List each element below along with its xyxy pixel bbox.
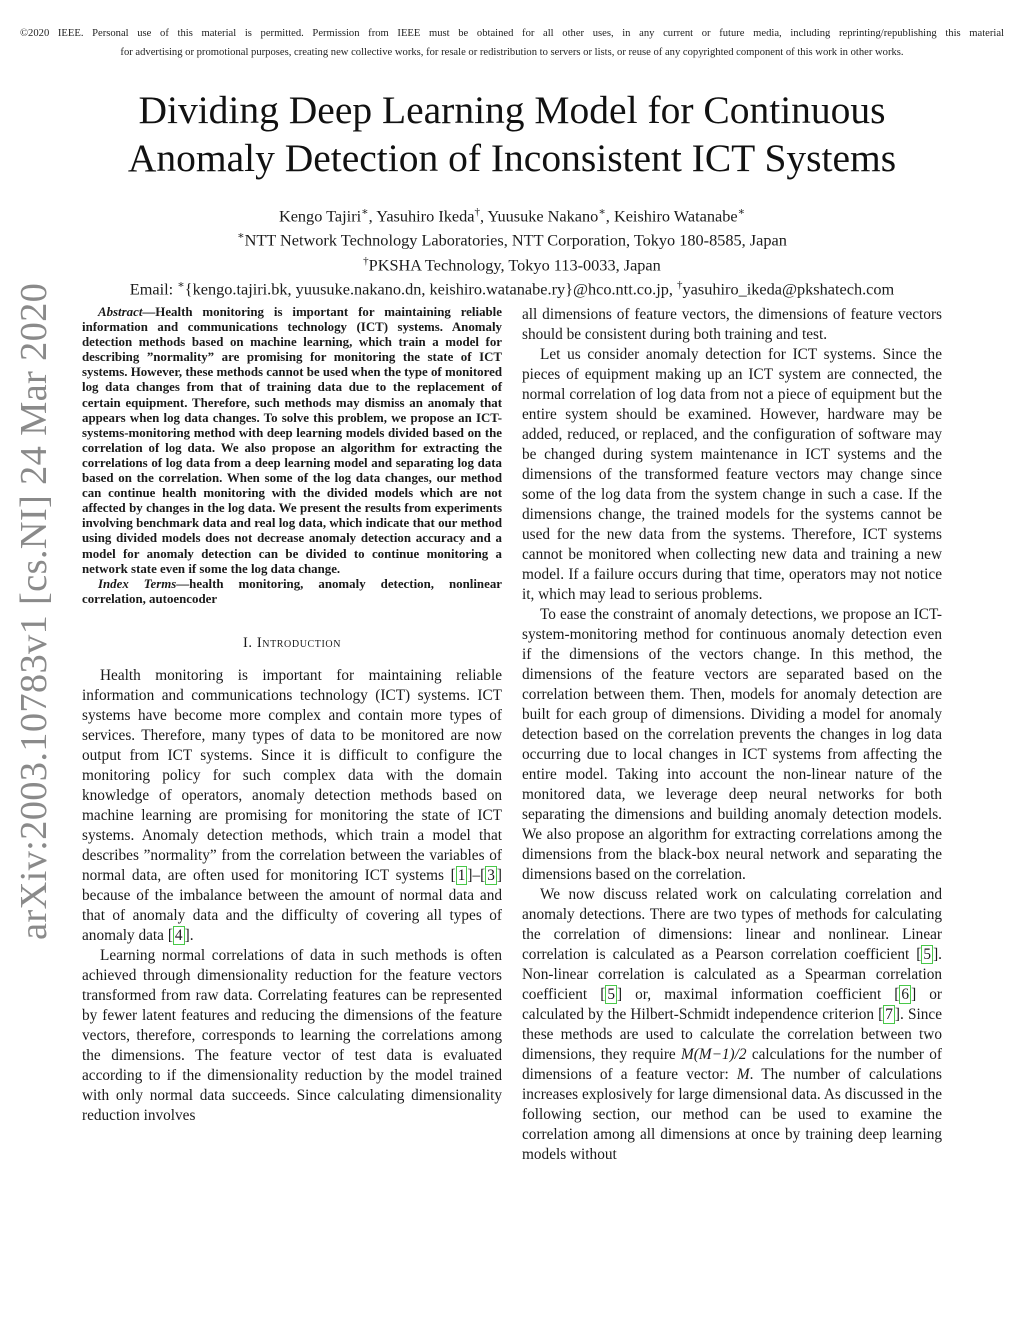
index-terms [82, 577, 502, 607]
intro-paragraph-4: To ease the constraint of anomaly detections, we propose an ICT-system-monitoring method for continuous anomaly detection even if the dimensions of the vectors change. In this method, the dimensions of the feature vectors are separated based on the correlation between them. Then, models for anomaly detection are built for each group of dimensions. Dividing a model for anomaly detection based on the correlation prevents the changes in log data occurring due to local changes in ICT systems from affecting the entire model. Taking into account the non-linear nature of the monitored data, we leverage deep neural networks for both separating the dimensions and building anomaly detection models. We also propose an algorithm for extracting correlations among the dimensions from the black-box neural network and separating the dimensions based on the correlation. [522, 606, 942, 883]
email-pksha[interactable]: yasuhiro_ikeda@pkshatech.com [682, 279, 895, 299]
author-2-mark: † [474, 206, 480, 218]
affiliation-2-mark: † [363, 254, 369, 267]
intro-p1-text-a: Health monitoring is important for maintaining reliable information and communications technology (ICT) systems. ICT systems have become more complex and contain more types of services. Therefore, many types of data to be monitored are now output from ICT systems. Since it is difficult to configure the monitoring policy for such complex data with the domain knowledge of operators, anomaly detection methods based on machine learning are promising for monitoring the state of ICT systems. Anomaly detection methods, which train a model that describes ”normality” from the correlation between the variables of normal data, are often used for monitoring ICT systems [82, 666, 502, 884]
intro-p1-end: . [189, 926, 194, 944]
intro-p5-text-c: or, maximal information coefficient [622, 986, 895, 1003]
citation-link[interactable]: 6 [901, 986, 910, 1003]
abstract-text: —Health monitoring is important for maintaining reliable information and communications technology (ICT) systems. Anomaly detection methods based on machine learning, which train a model for describing ”normality” are promising for monitoring the state of ICT systems. However, these methods cannot be used when the type of monitored log data changes from that of training data due to the replacement of certain equipment. Therefore, such methods may dismiss an anomaly that appears when log data changes. To solve this problem, we propose an ICT-systems-monitoring method with deep learning models divided based on the correlation of log data. We also propose an algorithm for extracting the correlations of log data from a deep learning model and separating log data based on the correlation. When some of the log data changes, our method can continue health monitoring with the divided models which are not affected by changes in the log data. We present the results from experiments involving benchmark data and real log data, which indicate that our method using divided models does not decrease anomaly detection accuracy and a model for anomaly detection can be divided to continue monitoring a network state even if some the log data change. [82, 305, 503, 576]
author-1: Kengo Tajiri [278, 206, 362, 226]
title-line-2: Anomaly Detection of Inconsistent ICT Systems [127, 136, 897, 180]
intro-paragraph-3: Let us consider anomaly detection for ICT systems. Since the pieces of equipment making up an ICT system are connected, the normal correlation of log data from not a piece of equipment but the entire system should be examined. However, hardware may be added, reduced, or replaced, and the configuration of software may be changed during system maintenance in ICT systems and the dimensions of the transformed feature vectors may change since some of the log data from the system change in such a case. If the dimensions change, the trained models for the systems cannot be used for the new data from the systems. Therefore, ICT systems cannot be monitored when collecting new data and training a new model. If a failure occurs during that time, operators may not notice it, which may lead to serious problems. [522, 346, 942, 603]
right-column [522, 305, 942, 1165]
author-names: Kengo Tajiri∗, Yasuhiro Ikeda†, Yuusuke Nakano∗, Keishiro Watanabe∗ [278, 206, 746, 226]
citation-link[interactable]: 4 [174, 926, 183, 944]
index-terms-text: —health monitoring, anomaly detection, nonlinear correlation, autoencoder [82, 576, 502, 606]
author-4-mark: ∗ [737, 206, 746, 218]
intro-p5-text-d: or calculated by the Hilbert-Schmidt independence criterion [522, 986, 942, 1023]
index-terms-label: Index Terms [98, 576, 177, 591]
author-block [60, 202, 964, 300]
affiliation-2 [60, 251, 964, 275]
email-mark-2: † [677, 279, 683, 292]
email-mark-1: ∗ [177, 279, 185, 292]
intro-p5-text-f: calculations for the number of dimensions of a feature vector: [522, 1046, 942, 1083]
email-label: Email: [129, 279, 178, 299]
citation-link[interactable]: 1 [457, 866, 466, 884]
author-3-mark: ∗ [598, 206, 606, 218]
math-expression: M(M−1)/2 [681, 1046, 747, 1063]
abstract [82, 305, 502, 577]
copyright-line-2: for advertising or promotional purposes, creating new collective works, for resale or redistribution to servers or lists, or reuse of any copyrighted component of this work in other works. [120, 47, 904, 58]
intro-p5-text-b: . Non-linear correlation is calculated as a Spearman correlation coefficient [522, 946, 942, 1003]
author-2: Yasuhiro Ikeda [376, 206, 475, 226]
affiliation-1-text: NTT Network Technology Laboratories, NTT Corporation, Tokyo 180-8585, Japan [244, 230, 787, 250]
abstract-label: Abstract [98, 305, 143, 319]
citation-link[interactable]: 7 [885, 1006, 893, 1023]
title-line-1: Dividing Deep Learning Model for Continuous [138, 88, 886, 132]
intro-paragraph-2: Learning normal correlations of data in such methods is often achieved through dimensionality reduction for the feature vectors transformed from raw data. Correlating features can be represented by fewer latent features and reducing the dimensions of the feature vectors, therefore, corresponds to learning the correlations among the dimensions. The feature vector of test data is evaluated according to if the dimensionality reduction by the model trained with only normal data succeeds. Since calculating dimensionality reduction involves [82, 946, 502, 1124]
citation-link[interactable]: 5 [607, 986, 615, 1003]
author-1-mark: ∗ [361, 206, 369, 218]
intro-p5-text-g: . The number of calculations increases explosively for large dimensional data. As discussed in the following section, our method can be used to examine the correlation among all dimensions at once by training deep learning models without [522, 1066, 943, 1163]
intro-paragraph-continued: all dimensions of feature vectors, the dimensions of feature vectors should be consistent during both training and test. [522, 306, 942, 343]
left-column [82, 305, 502, 1126]
intro-paragraph-5: We now discuss related work on calculating correlation and anomaly detections. There are two types of methods for calculating the correlation of dimensions: linear and nonlinear. Linear correlation is calculated as a Pearson correlation coefficient [ 5 ]. Non-linear correlation is calculated as a Spearman correlation coefficient [ 5 ] or, maximal information coefficient [ 6 ] or calculated by the Hilbert-Schmidt independence criterion [ 7 ]. Since these methods are used to calculate the correlation between two dimensions, they require M(M−1)/2 calculations for the number of dimensions of a feature vector: M. The number of calculations increases explosively for large dimensional data. As discussed in the following section, our method can be used to examine the correlation among all dimensions at once by training deep learning models without [522, 886, 943, 1163]
intro-p5-text-a: We now discuss related work on calculating correlation and anomaly detections. There are two types of methods for calculating the correlation of dimensions: linear and nonlinear. Linear correlation is calculated as a Pearson correlation coefficient [522, 886, 942, 963]
affiliation-2-text: PKSHA Technology, Tokyo 113-0033, Japan [368, 255, 661, 275]
author-3: Yuusuke Nakano [487, 206, 599, 226]
paper-title [60, 86, 964, 182]
email-line [60, 275, 964, 299]
math-symbol: M [736, 1066, 750, 1083]
intro-paragraph-1: Health monitoring is important for maintaining reliable information and communications technology (ICT) systems. ICT systems have become more complex and contain more types of services. Therefore, many types of data to be monitored are now output from ICT systems. Since it is difficult to configure the monitoring policy for such complex data with the domain knowledge of operators, anomaly detection methods based on machine learning are promising for monitoring the state of ICT systems. Anomaly detection methods, which train a model that describes ”normality” from the correlation between the variables of normal data, are often used for monitoring ICT systems [ 1 ]–[ 3 ] because of the imbalance between the amount of normal data and that of anomaly data and the difficulty of covering all types of anomaly data [ 4 ]. [82, 666, 502, 944]
citation-dash: – [472, 866, 481, 884]
citation-link[interactable]: 3 [487, 866, 495, 884]
copyright-notice [20, 24, 1004, 62]
affiliation-1-mark: ∗ [237, 230, 245, 243]
intro-p1-text-b: because of the imbalance between the amount of normal data and that of anomaly data and the difficulty of covering all types of anomaly data [82, 886, 502, 944]
arxiv-identifier: arXiv:2003.10783v1 [cs.NI] 24 Mar 2020 [13, 282, 55, 940]
email-ntt[interactable]: {kengo.tajiri.bk, yuusuke.nakano.dn, keishiro.watanabe.ry}@hco.ntt.co.jp, [184, 279, 678, 299]
citation-link[interactable]: 5 [923, 946, 932, 963]
section-heading-introduction: I. Introduction [242, 634, 342, 651]
copyright-line-1: ©2020 IEEE. Personal use of this material is permitted. Permission from IEEE must be obtained for all other uses, in any current or future media, including reprinting/republishing this material [20, 28, 1004, 39]
affiliation-1 [60, 226, 964, 250]
author-4: Keishiro Watanabe [613, 206, 738, 226]
intro-p5-text-e: . Since these methods are used to calculate the correlation between two dimensions, they require [522, 1006, 942, 1063]
